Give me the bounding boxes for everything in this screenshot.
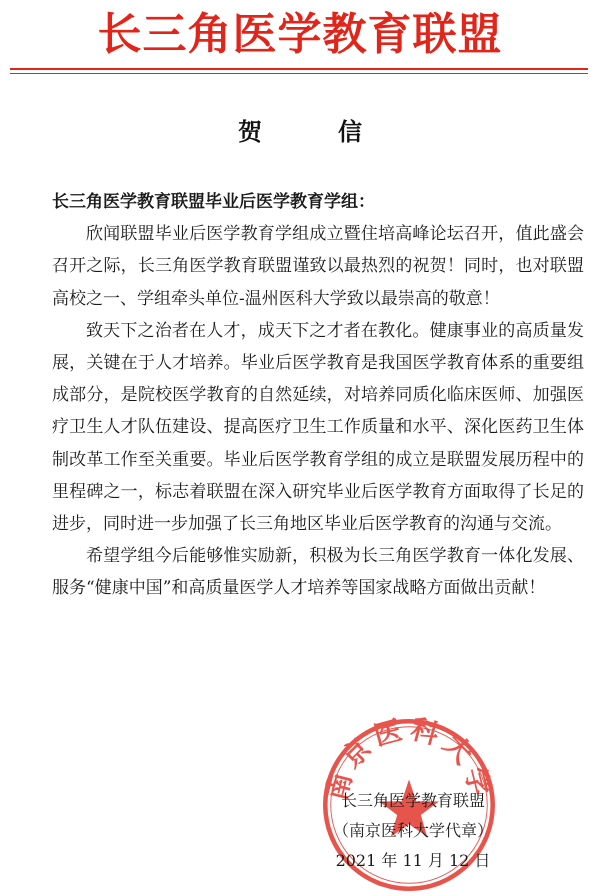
signature-org: 长三角医学教育联盟 bbox=[340, 791, 485, 810]
signature-proxy: （南京医科大学代章） bbox=[332, 821, 493, 840]
letter-title: 贺 信 bbox=[238, 118, 388, 146]
salutation: 长三角医学教育联盟毕业后医学教育学组： bbox=[52, 192, 375, 212]
paragraph-3: 希望学组今后能够惟实励新，积极为长三角医学教育一体化发展、服务“健康中国”和高质量医学人才培养等国家战略方面做出贡献！ bbox=[52, 546, 584, 599]
paragraph-2: 致天下之治者在人才，成天下之才者在教化。健康事业的高质量发展，关键在于人才培养。毕业后医学教育是我国医学教育体系的重要组成部分，是院校医学教育的自然延续，对培养同质化临床医师、加强医疗卫生人才队伍建设、提高医疗卫生工作质量和水平、深化医药卫生体制改革工作至关重要。毕业后医学教育学组的成立是联盟发展历程中的里程碑之一，标志着联盟在深入研究毕业后医学教育方面取得了长足的进步，同时进一步加强了长三角地区毕业后医学教育的沟通与交流。 bbox=[52, 320, 584, 535]
letterhead-rule bbox=[10, 68, 588, 70]
signature-block bbox=[298, 786, 528, 876]
letter-body bbox=[52, 186, 584, 605]
signature-date: 2021 年 11 月 12 日 bbox=[335, 851, 491, 870]
letterhead-title: 长三角医学教育联盟 bbox=[97, 9, 503, 60]
paragraph-1: 欣闻联盟毕业后医学教育学组成立暨住培高峰论坛召开，值此盛会召开之际，长三角医学教育联盟谨致以最热烈的祝贺！同时，也对联盟高校之一、学组牵头单位-温州医科大学致以最崇高的敬意！ bbox=[52, 224, 584, 309]
svg-text:南京医科大学: 南京医科大学 bbox=[321, 714, 497, 804]
letterhead-rule-thin bbox=[10, 73, 588, 74]
